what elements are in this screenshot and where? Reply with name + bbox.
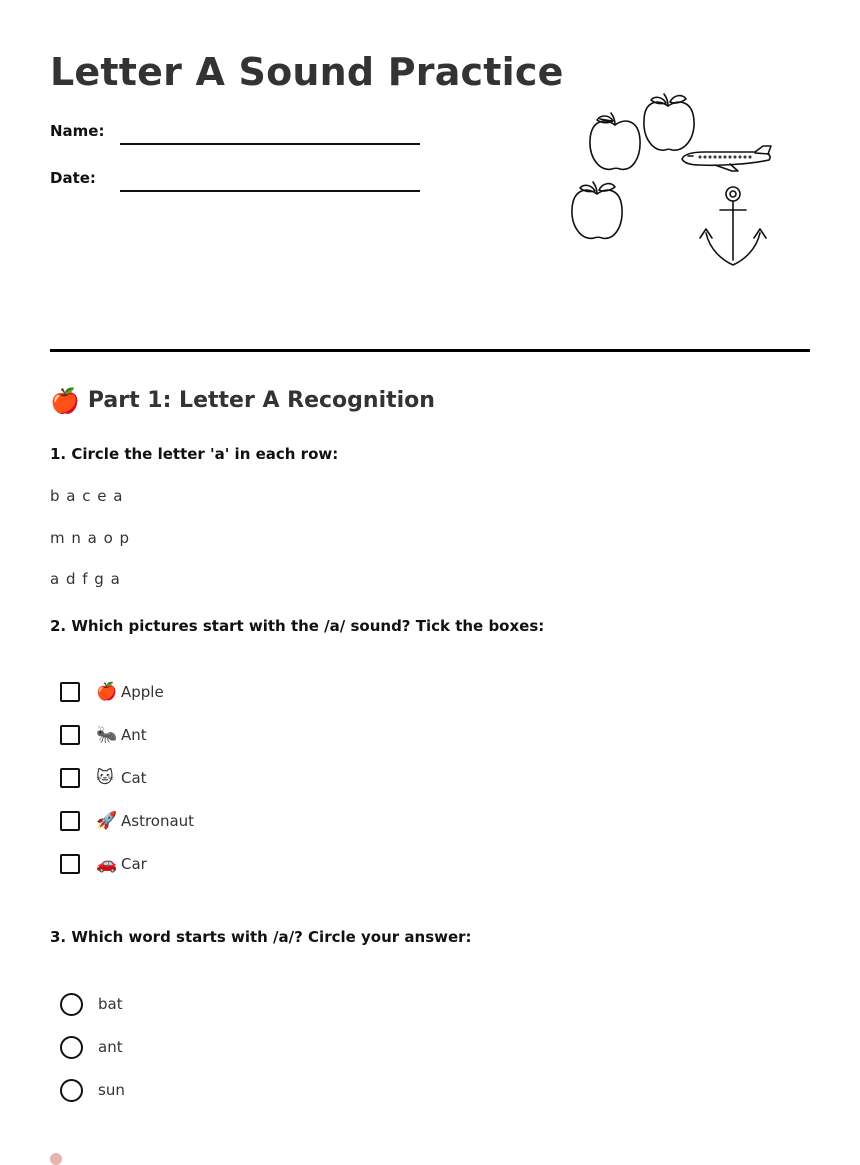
- question-2: 2. Which pictures start with the /a/ sound? Tick the boxes:: [50, 617, 545, 635]
- letter-row[interactable]: a d f g a: [50, 570, 121, 588]
- checkbox-car[interactable]: [60, 854, 80, 874]
- radio-ant[interactable]: [60, 1036, 83, 1059]
- answer-label: bat: [98, 995, 123, 1013]
- answer-label: sun: [98, 1081, 125, 1099]
- date-field[interactable]: [120, 190, 420, 192]
- option-cat[interactable]: [60, 766, 147, 790]
- option-label: Ant: [121, 726, 147, 744]
- checkbox-cat[interactable]: [60, 768, 80, 788]
- option-apple[interactable]: [60, 680, 164, 704]
- answer-label: ant: [98, 1038, 123, 1056]
- next-section-icon: [50, 1153, 62, 1165]
- answer-sun[interactable]: [60, 1078, 125, 1102]
- cat-icon: 🐱: [96, 767, 114, 788]
- option-ant[interactable]: [60, 723, 147, 747]
- option-label: Car: [121, 855, 147, 873]
- radio-bat[interactable]: [60, 993, 83, 1016]
- option-label: Cat: [121, 769, 147, 787]
- option-astronaut[interactable]: [60, 809, 194, 833]
- header-clipart: [560, 88, 790, 273]
- section-title-text: Part 1: Letter A Recognition: [87, 388, 435, 413]
- apple-icon: [590, 113, 640, 169]
- checkbox-apple[interactable]: [60, 682, 80, 702]
- apple-icon: [644, 94, 694, 150]
- letter-row[interactable]: b a c e a: [50, 487, 124, 505]
- apple-icon: 🍎: [50, 386, 80, 415]
- anchor-icon: [700, 187, 766, 265]
- answer-bat[interactable]: [60, 992, 123, 1016]
- option-label: Astronaut: [121, 812, 195, 830]
- option-label: Apple: [121, 683, 164, 701]
- answer-ant[interactable]: [60, 1035, 123, 1059]
- radio-sun[interactable]: [60, 1079, 83, 1102]
- page-title: Letter A Sound Practice: [50, 50, 564, 94]
- car-icon: 🚗: [96, 853, 118, 874]
- date-label: Date:: [50, 169, 96, 187]
- rocket-icon: 🚀: [96, 810, 118, 831]
- letter-row[interactable]: m n a o p: [50, 529, 131, 547]
- section-divider: [50, 349, 810, 352]
- apple-icon: 🍎: [96, 681, 118, 702]
- checkbox-ant[interactable]: [60, 725, 80, 745]
- apple-icon: [572, 182, 622, 238]
- name-label: Name:: [50, 122, 105, 140]
- question-1: 1. Circle the letter 'a' in each row:: [50, 445, 339, 463]
- option-car[interactable]: [60, 852, 147, 876]
- airplane-icon: [682, 146, 771, 171]
- checkbox-astronaut[interactable]: [60, 811, 80, 831]
- section-title-part1: [50, 388, 435, 413]
- question-3: 3. Which word starts with /a/? Circle your answer:: [50, 928, 472, 946]
- name-field[interactable]: [120, 143, 420, 145]
- ant-icon: 🐜: [96, 724, 118, 745]
